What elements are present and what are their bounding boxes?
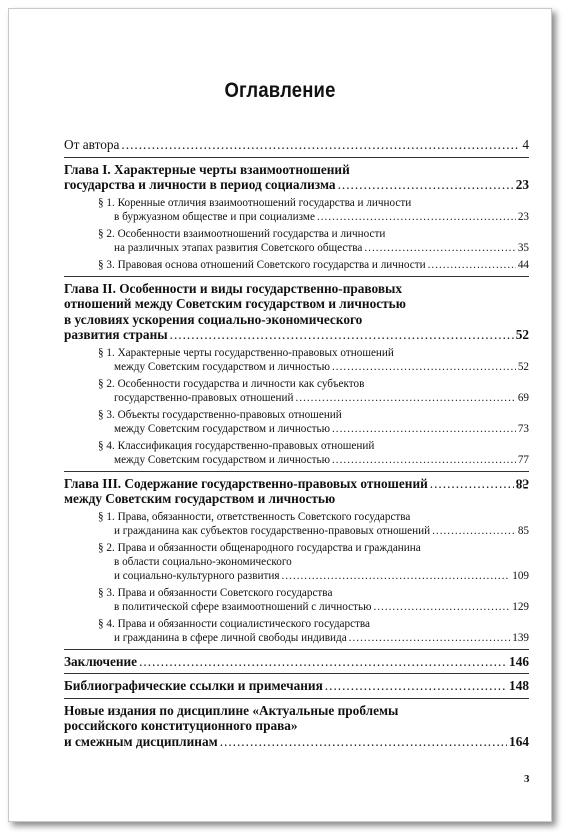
leader-dots [220, 734, 507, 750]
toc-section-3-4 [64, 617, 529, 645]
toc-entry-text: Заключение [64, 653, 138, 669]
leader-dots [317, 210, 516, 224]
toc-section-1-3 [64, 258, 529, 272]
divider [64, 673, 529, 674]
toc-page-number: 85 [517, 524, 529, 537]
toc-section-2-2 [64, 377, 529, 405]
section-title-line: между Советским государством и личностью [114, 360, 330, 373]
section-title-line: и социально-культурного развития [114, 569, 280, 582]
entry-title-line: российского конституционного права» [64, 718, 298, 733]
entry-title-line: и смежным дисциплинам [64, 733, 218, 749]
chapter-title-line: между Советским государством и личностью [64, 491, 336, 506]
toc-page-number: 52 [515, 327, 529, 342]
section-title-line: в буржуазном обществе и при социализме [114, 210, 315, 223]
section-title-line: § 2. Особенности государства и личности как субъектов [98, 377, 365, 390]
section-title-line: § 1. Характерные черты государственно-правовых отношений [98, 346, 394, 359]
toc-page-number: 85 [515, 476, 529, 491]
chapter-title-line: в условиях ускорения социально-экономического [64, 311, 363, 327]
table-of-contents [64, 137, 529, 749]
section-title-line: § 1. Права, обязанности, ответственность Советского государства [98, 510, 411, 523]
toc-page-number: 139 [512, 631, 529, 644]
toc-page-number: 4 [522, 137, 529, 152]
leader-dots [373, 600, 510, 614]
toc-page-number: 146 [509, 653, 529, 669]
toc-page-number: 109 [512, 569, 529, 582]
chapter-title-line: Глава III. Содержание государственно-правовых отношений [64, 475, 428, 491]
chapter-title-line: отношений между Советским государством и личностью [64, 296, 406, 311]
leader-dots [332, 453, 516, 467]
leader-dots [295, 391, 515, 405]
leader-dots [364, 241, 515, 255]
section-title-line: и гражданина как субъектов государственно-правовых отношений [114, 524, 431, 537]
chapter-title-line: развития страны [64, 327, 168, 342]
toc-chapter-2 [64, 281, 529, 343]
divider [64, 157, 529, 158]
page-title: Оглавление [224, 79, 336, 102]
leader-dots [121, 137, 520, 153]
section-title-line: и гражданина в сфере личной свободы индивида [114, 631, 347, 644]
section-title-line: государственно-правовых отношений [114, 391, 294, 404]
leader-dots [428, 258, 516, 272]
toc-page-number: 35 [517, 241, 529, 254]
toc-entry-text: Библиографические ссылки и примечания [64, 678, 323, 693]
section-title-line: § 3. Объекты государственно-правовых отношений [98, 408, 342, 421]
section-title-line: § 2. Особенности взаимоотношений государства и личности [98, 227, 386, 240]
leader-dots [349, 631, 511, 645]
section-title-line: в области социально-экономического [114, 555, 292, 568]
toc-page-number: 23 [517, 210, 529, 223]
toc-page-number: 164 [509, 733, 529, 749]
entry-title-line: Новые издания по дисциплине «Актуальные проблемы [64, 702, 399, 718]
book-page [8, 8, 552, 822]
chapter-title-line: государства и личности в период социализма [64, 177, 336, 192]
leader-dots [325, 678, 507, 694]
section-title-line: между Советским государством и личностью [114, 422, 330, 435]
divider [64, 471, 529, 472]
toc-page-number: 23 [515, 177, 529, 192]
toc-entry-bibliography [64, 678, 529, 694]
page-number: 3 [524, 773, 530, 785]
toc-section-1-1 [64, 196, 529, 224]
leader-dots [139, 654, 507, 670]
divider [64, 649, 529, 650]
leader-dots [432, 524, 516, 538]
toc-section-2-1 [64, 346, 529, 374]
leader-dots [170, 327, 514, 343]
toc-page-number: 129 [512, 600, 529, 613]
toc-section-3-2 [64, 541, 529, 583]
section-title-line: § 3. Правовая основа отношений Советского государства и личности [98, 258, 426, 271]
divider [64, 698, 529, 699]
section-title-line: § 2. Права и обязанности общенародного государства и гражданина [98, 541, 421, 554]
toc-section-3-3 [64, 586, 529, 614]
toc-section-3-1 [64, 510, 529, 538]
leader-dots [332, 360, 516, 374]
section-title-line: на различных этапах развития Советского общества [114, 241, 363, 254]
toc-page-number: 148 [509, 678, 529, 693]
toc-entry-text: От автора [64, 137, 120, 152]
toc-chapter-3 [64, 476, 529, 507]
section-title-line: § 4. Права и обязанности социалистического государства [98, 617, 371, 630]
leader-dots [338, 177, 514, 193]
chapter-title-line: Глава I. Характерные черты взаимоотношений [64, 161, 350, 177]
toc-chapter-1 [64, 162, 529, 193]
section-title-line: § 3. Права и обязанности Советского государства [98, 586, 333, 599]
toc-section-2-4 [64, 439, 529, 467]
toc-page-number: 77 [517, 453, 529, 466]
chapter-title-line: Глава II. Особенности и виды государственно-правовых [64, 280, 403, 296]
toc-section-1-2 [64, 227, 529, 255]
section-title-line: § 4. Классификация государственно-правовых отношений [98, 439, 375, 452]
section-title-line: между Советским государством и личностью [114, 453, 330, 466]
section-title-line: § 1. Коренные отличия взаимоотношений государства и личности [98, 196, 412, 209]
toc-entry-new-editions [64, 703, 529, 750]
leader-dots [430, 476, 514, 492]
leader-dots [282, 569, 511, 583]
toc-page-number: 44 [517, 258, 529, 271]
toc-entry-author [64, 137, 529, 153]
divider [64, 276, 529, 277]
toc-page-number: 73 [517, 422, 529, 435]
leader-dots [332, 422, 516, 436]
toc-page-number: 52 [517, 360, 529, 373]
toc-section-2-3 [64, 408, 529, 436]
section-title-line: в политической сфере взаимоотношений с личностью [114, 600, 372, 613]
toc-page-number: 69 [517, 391, 529, 404]
toc-entry-conclusion [64, 654, 529, 670]
